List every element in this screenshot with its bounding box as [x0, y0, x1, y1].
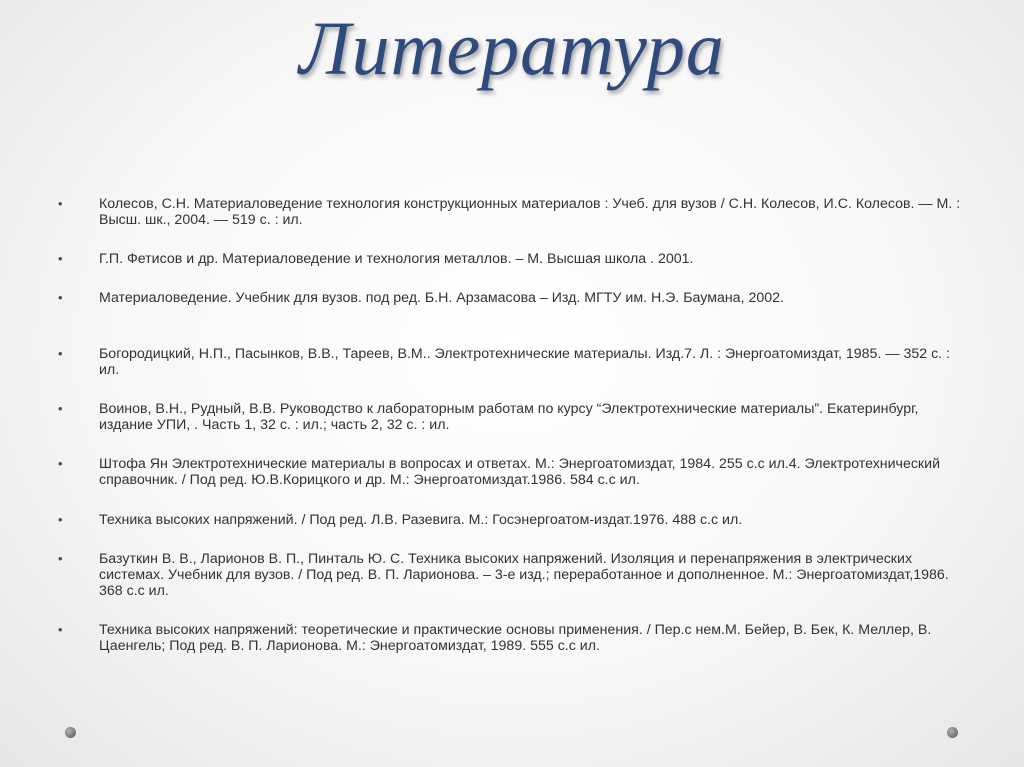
reference-text: Колесов, С.Н. Материаловедение технология конструкционных материалов : Учеб. для вузов / С.Н. Колесов, И.С. Колесов. — М. : Высш. шк., 2004. — 519 с. : ил. — [99, 196, 961, 228]
bullet-icon: • — [58, 290, 63, 305]
bullet-icon: • — [58, 622, 63, 637]
bullet-icon: • — [58, 456, 63, 471]
bullet-icon: • — [58, 512, 63, 527]
reference-item — [58, 622, 963, 654]
reference-text: Материаловедение. Учебник для вузов. под ред. Б.Н. Арзамасова – Изд. МГТУ им. Н.Э. Баумана, 2002. — [99, 290, 784, 306]
decorative-dot-icon — [947, 727, 958, 738]
reference-text: Техника высоких напряжений: теоретические и практические основы применения. / Пер.с нем.М. Бейер, В. Бек, К. Меллер, В. Цаенгель; Под ред. В. П. Ларионова. М.: Энергоатомиздат, 1989. 555 с.с ил. — [99, 622, 932, 654]
reference-item — [58, 196, 963, 228]
reference-item — [58, 290, 963, 306]
reference-item — [58, 551, 963, 599]
bullet-icon: • — [58, 401, 63, 416]
decorative-dot-icon — [65, 727, 76, 738]
reference-text: Богородицкий, Н.П., Пасынков, В.В., Тареев, В.М.. Электротехнические материалы. Изд.7. Л. : Энергоатомиздат, 1985. — 352 с. : ил. — [99, 346, 950, 378]
reference-item — [58, 512, 963, 528]
reference-text: Техника высоких напряжений. / Под ред. Л.В. Разевига. М.: Госэнергоатом-издат.1976. 488 с.с ил. — [99, 512, 743, 528]
reference-item — [58, 401, 963, 433]
reference-text: Воинов, В.Н., Рудный, В.В. Руководство к лабораторным работам по курсу “Электротехнические материалы”. Екатеринбург, издание УПИ, . Часть 1, 32 с. : ил.; часть 2, 32 с. : ил. — [99, 401, 919, 433]
reference-item — [58, 251, 963, 267]
bullet-icon: • — [58, 196, 63, 211]
reference-item — [58, 456, 963, 488]
bullet-icon: • — [58, 251, 63, 266]
reference-text: Базуткин В. В., Ларионов В. П., Пинталь Ю. С. Техника высоких напряжений. Изоляция и перенапряжения в электрических системах. Учебник для вузов. / Под ред. В. П. Ларионова. – 3-е изд.; переработанное и дополненное. М.: Энергоатомиздат,1986. 368 с.с ил. — [99, 551, 949, 599]
reference-text: Штофа Ян Электротехнические материалы в вопросах и ответах. М.: Энергоатомиздат, 1984. 255 с.с ил.4. Электротехнический справочник. / Под ред. Ю.В.Корицкого и др. М.: Энергоатомиздат.1986. 584 с.с ил. — [99, 456, 940, 488]
bullet-icon: • — [58, 551, 63, 566]
reference-list — [58, 196, 963, 654]
reference-text: Г.П. Фетисов и др. Материаловедение и технология металлов. – М. Высшая школа . 2001. — [99, 251, 694, 267]
slide-title: Литература — [299, 7, 725, 91]
bullet-icon: • — [58, 346, 63, 361]
reference-item — [58, 346, 963, 378]
